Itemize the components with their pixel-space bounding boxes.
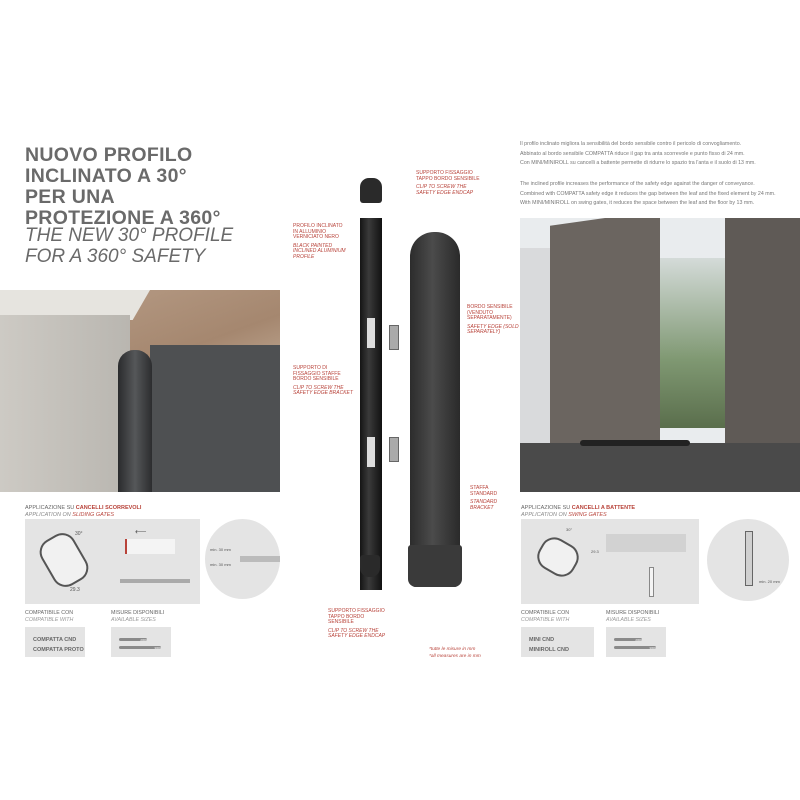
heading-line: THE NEW 30° PROFILE	[25, 225, 234, 246]
swing-diagram: 30° 29.3	[521, 519, 699, 604]
heading-line: FOR A 360° SAFETY	[25, 246, 206, 267]
heading-line: INCLINATO A 30°	[25, 165, 187, 187]
intro-line: Combined with COMPATTA safety edge it reduces the gap between the leaf and the fixed element by 24 mm.	[520, 190, 776, 197]
sliding-heading: APPLICAZIONE SU CANCELLI SCORREVOLI APPLICATION ON SLIDING GATES	[25, 505, 142, 518]
swing-detail: min. 20 mm	[707, 519, 789, 601]
intro-line: With MINI/MINIROLL on swing gates, it reduces the space between the leaf and the floor by 13 mm.	[520, 200, 755, 206]
sliding-gate-photo	[0, 290, 280, 492]
callout-bracket-clip: SUPPORTO DI FISSAGGIO STAFFE BORDO SENSIBILE CLIP TO SCREW THE SAFETY EDGE BRACKET	[293, 365, 353, 397]
sliding-products: COMPATTA CND COMPATTA PROTO	[25, 627, 85, 657]
callout-profile: PROFILO INCLINATO IN ALLUMINIO VERNICIATO NERO BLACK PAINTED INCLINED ALUMINIUM PROFILE	[293, 223, 346, 260]
swing-products: MINI CND MINIROLL CND	[521, 627, 594, 657]
callout-bracket: STAFFA STANDARD STANDARD BRACKET	[470, 485, 498, 511]
callout-endcap-top: SUPPORTO FISSAGGIO TAPPO BORDO SENSIBILE CLIP TO SCREW THE SAFETY EDGE ENDCAP	[416, 170, 480, 196]
sliding-compat-label: COMPATIBILE CON COMPATIBLE WITH	[25, 610, 74, 623]
bracket	[389, 325, 399, 350]
intro-en	[520, 180, 790, 209]
safety-edge	[410, 232, 460, 587]
swing-compat-label: COMPATIBILE CON COMPATIBLE WITH	[521, 610, 570, 623]
swing-sizes-label: MISURE DISPONIBILI AVAILABLE SIZES	[606, 610, 660, 623]
heading-line: PER UNA	[25, 186, 115, 208]
intro-it	[520, 140, 790, 169]
intro-line: Il profilo inclinato migliora la sensibilità del bordo sensibile contro il pericolo di convogliamento.	[520, 141, 742, 147]
intro-line: Abbinato al bordo sensibile COMPATTA riduce il gap tra anta scorrevole e punto fisso di 24 mm.	[520, 150, 745, 157]
callout-safety-edge: BORDO SENSIBILE (VENDUTO SEPARATAMENTE) SAFETY EDGE (SOLD SEPARATELY)	[467, 304, 519, 336]
sliding-diagram: 30° 29.3 ⟵	[25, 519, 200, 604]
callout-endcap-bottom: SUPPORTO FISSAGGIO TAPPO BORDO SENSIBILE CLIP TO SCREW THE SAFETY EDGE ENDCAP	[328, 608, 386, 640]
endcap-top	[360, 178, 382, 203]
inclined-profile	[360, 218, 382, 590]
swing-heading: APPLICAZIONE SU CANCELLI A BATTENTE APPLICATION ON SWING GATES	[521, 505, 636, 518]
sliding-sizes: 2000 3000	[111, 627, 171, 657]
heading-line: PROTEZIONE A 360°	[25, 207, 221, 229]
intro-line: Con MINI/MINIROLL su cancelli a battente permette di ridurre lo spazio tra l'anta e il suolo di 13 mm.	[520, 160, 756, 166]
endcap-bottom	[360, 555, 380, 577]
measure-note: *tutte le misure in mm *all measures are in mm	[429, 647, 481, 659]
heading-line: NUOVO PROFILO	[25, 144, 193, 166]
sliding-detail: min. 30 mm min. 30 mm	[205, 519, 280, 599]
sliding-sizes-label: MISURE DISPONIBILI AVAILABLE SIZES	[111, 610, 165, 623]
heading-en	[25, 225, 233, 267]
heading-it	[25, 145, 221, 229]
swing-sizes: 2000 3000	[606, 627, 666, 657]
swing-gate-photo	[520, 218, 800, 492]
intro-line: The inclined profile increases the performance of the safety edge against the danger of conveyance.	[520, 181, 755, 187]
bracket	[389, 437, 399, 462]
